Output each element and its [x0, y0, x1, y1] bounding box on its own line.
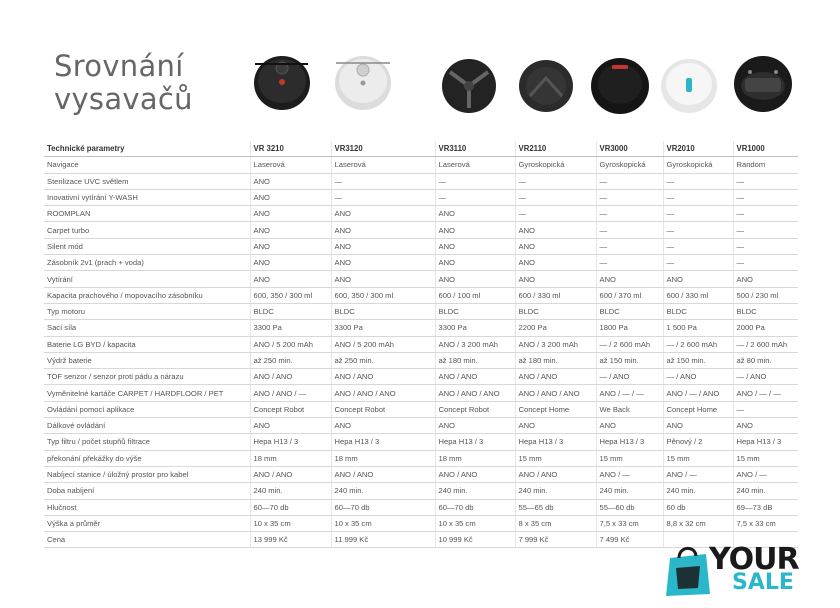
parameter-value: ANO — [331, 222, 435, 238]
parameter-value: ANO / ANO — [331, 466, 435, 482]
parameter-value: 10 x 35 cm — [331, 515, 435, 531]
parameter-value: Hepa H13 / 3 — [331, 434, 435, 450]
parameter-value: až 250 min. — [331, 352, 435, 368]
robot-images — [0, 0, 840, 140]
parameter-value: ANO — [515, 271, 596, 287]
table-row — [44, 434, 798, 450]
table-row — [44, 255, 798, 271]
parameter-value: — — [663, 189, 733, 205]
parameter-value: ANO — [250, 255, 331, 271]
parameter-label: Carpet turbo — [44, 222, 250, 238]
parameter-value: 55—60 db — [596, 499, 663, 515]
parameter-value: 240 min. — [331, 483, 435, 499]
table-row — [44, 369, 798, 385]
parameter-value: — — [435, 189, 515, 205]
parameter-value: 69—73 dB — [733, 499, 798, 515]
parameter-value: ANO / ANO — [435, 466, 515, 482]
parameter-value: Concept Robot — [435, 401, 515, 417]
parameter-value: ANO — [733, 271, 798, 287]
parameter-value: ANO — [250, 173, 331, 189]
parameter-value: 600 / 370 ml — [596, 287, 663, 303]
parameter-value: 7 999 Kč — [515, 532, 596, 548]
table-row — [44, 238, 798, 254]
parameter-value: — / 2 600 mAh — [663, 336, 733, 352]
table-row — [44, 222, 798, 238]
parameter-value: — — [663, 222, 733, 238]
parameter-value: 600, 350 / 300 ml — [331, 287, 435, 303]
parameter-value: ANO — [250, 238, 331, 254]
parameter-value: — — [733, 222, 798, 238]
parameter-label: Doba nabíjení — [44, 483, 250, 499]
parameter-value: Laserová — [250, 157, 331, 173]
parameter-value: 2200 Pa — [515, 320, 596, 336]
parameter-label: Silent mód — [44, 238, 250, 254]
parameter-value: ANO — [331, 255, 435, 271]
parameter-label: Cena — [44, 532, 250, 548]
table-row — [44, 483, 798, 499]
parameter-value: 500 / 230 ml — [733, 287, 798, 303]
parameter-value: 240 min. — [733, 483, 798, 499]
parameter-value: ANO / ANO — [435, 369, 515, 385]
parameter-value: 240 min. — [435, 483, 515, 499]
parameter-value: ANO — [663, 271, 733, 287]
table-row — [44, 401, 798, 417]
parameter-value: BLDC — [663, 303, 733, 319]
parameter-value: ANO — [435, 255, 515, 271]
parameter-value: až 180 min. — [515, 352, 596, 368]
parameter-label: Inovativní vytírání Y-WASH — [44, 189, 250, 205]
parameter-value: ANO / — — [596, 466, 663, 482]
robot-vr2110-image — [519, 60, 573, 112]
parameter-label: Ovládání pomocí aplikace — [44, 401, 250, 417]
parameter-value: 11 999 Kč — [331, 532, 435, 548]
parameter-value: ANO — [250, 418, 331, 434]
parameter-value: Pěnový / 2 — [663, 434, 733, 450]
header-cell: Technické parametry — [44, 141, 250, 157]
parameter-value: Hepa H13 / 3 — [733, 434, 798, 450]
parameter-value: 240 min. — [515, 483, 596, 499]
parameter-value: ANO — [435, 418, 515, 434]
parameter-value: — — [331, 189, 435, 205]
table-row — [44, 418, 798, 434]
parameter-value: ANO / ANO — [515, 466, 596, 482]
parameter-value: 60 db — [663, 499, 733, 515]
parameter-value: 3300 Pa — [250, 320, 331, 336]
parameter-value: ANO — [515, 255, 596, 271]
parameter-value: ANO — [435, 271, 515, 287]
parameter-value: — / ANO — [733, 369, 798, 385]
parameter-value: 240 min. — [596, 483, 663, 499]
parameter-value: — — [663, 173, 733, 189]
parameter-value: 240 min. — [250, 483, 331, 499]
parameter-value: Concept Home — [515, 401, 596, 417]
parameter-value: — — [515, 189, 596, 205]
table-row — [44, 499, 798, 515]
parameter-value: ANO — [250, 189, 331, 205]
parameter-value: až 150 min. — [596, 352, 663, 368]
parameter-label: Výdrž baterie — [44, 352, 250, 368]
robot-vr1000-image — [734, 56, 792, 112]
parameter-value: BLDC — [435, 303, 515, 319]
table-row — [44, 320, 798, 336]
parameter-value: 15 mm — [663, 450, 733, 466]
parameter-label: Navigace — [44, 157, 250, 173]
parameter-value: 1800 Pa — [596, 320, 663, 336]
header-cell: VR3110 — [435, 141, 515, 157]
parameter-value: — — [596, 222, 663, 238]
table-row — [44, 206, 798, 222]
header-cell: VR3000 — [596, 141, 663, 157]
parameter-value: We Back — [596, 401, 663, 417]
parameter-value: ANO / ANO — [331, 369, 435, 385]
parameter-value: 55—65 db — [515, 499, 596, 515]
table-row — [44, 303, 798, 319]
parameter-value: — — [596, 206, 663, 222]
header-cell: VR 3210 — [250, 141, 331, 157]
parameter-label: ROOMPLAN — [44, 206, 250, 222]
parameter-value: ANO — [331, 418, 435, 434]
parameter-value: — / ANO — [663, 369, 733, 385]
parameter-value: Gyroskopická — [596, 157, 663, 173]
parameter-value: 18 mm — [331, 450, 435, 466]
parameter-label: Dálkové ovládání — [44, 418, 250, 434]
parameter-value: 10 999 Kč — [435, 532, 515, 548]
parameter-value: ANO — [435, 206, 515, 222]
parameter-value: 1 500 Pa — [663, 320, 733, 336]
parameter-value: — / 2 600 mAh — [596, 336, 663, 352]
parameter-value: ANO / ANO / — — [250, 385, 331, 401]
parameter-value: — — [733, 401, 798, 417]
parameter-value: ANO / — / — — [733, 385, 798, 401]
table-row — [44, 352, 798, 368]
parameter-label: Sterilizace UVC světlem — [44, 173, 250, 189]
parameter-label: Nabíjecí stanice / úložný prostor pro kabel — [44, 466, 250, 482]
parameter-value: ANO — [515, 222, 596, 238]
parameter-value: — — [596, 238, 663, 254]
parameter-value: 13 999 Kč — [250, 532, 331, 548]
parameter-value: Hepa H13 / 3 — [596, 434, 663, 450]
table-row — [44, 466, 798, 482]
parameter-value: ANO — [331, 271, 435, 287]
parameter-value: ANO — [596, 418, 663, 434]
parameter-label: Vytírání — [44, 271, 250, 287]
parameter-value: ANO / ANO — [250, 369, 331, 385]
parameter-value: Hepa H13 / 3 — [435, 434, 515, 450]
table-row — [44, 450, 798, 466]
parameter-value: ANO / 5 200 mAh — [250, 336, 331, 352]
parameter-value: 600, 350 / 300 ml — [250, 287, 331, 303]
parameter-value: až 250 min. — [250, 352, 331, 368]
parameter-value: BLDC — [515, 303, 596, 319]
parameter-value: 15 mm — [596, 450, 663, 466]
parameter-label: Vyměnitelné kartáče CARPET / HARDFLOOR / PET — [44, 385, 250, 401]
page-title-line1: Srovnání — [54, 49, 184, 83]
parameter-value: Gyroskopická — [515, 157, 596, 173]
parameter-value: Concept Robot — [331, 401, 435, 417]
parameter-label: Sací síla — [44, 320, 250, 336]
shopping-bag-icon — [662, 542, 714, 598]
robot-vr3120-image — [335, 56, 391, 110]
parameter-value: — — [733, 173, 798, 189]
parameter-value: ANO — [596, 271, 663, 287]
table-row — [44, 173, 798, 189]
your-sale-logo — [662, 540, 812, 600]
parameter-value: ANO / — / — — [596, 385, 663, 401]
parameter-value: Concept Home — [663, 401, 733, 417]
parameter-value: ANO — [733, 418, 798, 434]
parameter-value: ANO / 3 200 mAh — [515, 336, 596, 352]
parameter-value: BLDC — [250, 303, 331, 319]
parameter-value: — — [515, 173, 596, 189]
parameter-value: — / 2 600 mAh — [733, 336, 798, 352]
header-cell: VR3120 — [331, 141, 435, 157]
parameter-value: — — [733, 255, 798, 271]
parameter-value: ANO — [331, 206, 435, 222]
parameter-value: Concept Robot — [250, 401, 331, 417]
parameter-value: Random — [733, 157, 798, 173]
parameter-value: ANO / 5 200 mAh — [331, 336, 435, 352]
parameter-value: 15 mm — [515, 450, 596, 466]
parameter-label: Hlučnost — [44, 499, 250, 515]
parameter-value: 60—70 db — [331, 499, 435, 515]
parameter-value: 600 / 330 ml — [663, 287, 733, 303]
parameter-value: 18 mm — [250, 450, 331, 466]
parameter-value: ANO — [250, 271, 331, 287]
parameter-label: Zásobník 2v1 (prach + voda) — [44, 255, 250, 271]
parameter-value: — / ANO — [596, 369, 663, 385]
parameter-value: — — [663, 206, 733, 222]
parameter-value: — — [596, 255, 663, 271]
parameter-value: Laserová — [331, 157, 435, 173]
parameter-label: Typ motoru — [44, 303, 250, 319]
parameter-value: ANO / 3 200 mAh — [435, 336, 515, 352]
parameter-value: ANO — [515, 238, 596, 254]
parameter-value: ANO / ANO / ANO — [435, 385, 515, 401]
parameter-value: — — [596, 173, 663, 189]
table-row — [44, 336, 798, 352]
parameter-value: 60—70 db — [435, 499, 515, 515]
parameter-value: ANO — [331, 238, 435, 254]
parameter-value: 2000 Pa — [733, 320, 798, 336]
parameter-value: ANO — [250, 222, 331, 238]
logo-word-your: YOUR — [709, 542, 799, 577]
parameter-value: ANO / ANO — [250, 466, 331, 482]
table-row — [44, 157, 798, 173]
parameter-value: 10 x 35 cm — [435, 515, 515, 531]
parameter-value: 60—70 db — [250, 499, 331, 515]
parameter-value: ANO — [663, 418, 733, 434]
parameter-value: Hepa H13 / 3 — [515, 434, 596, 450]
parameter-value: ANO / ANO / ANO — [515, 385, 596, 401]
parameter-value: — — [331, 173, 435, 189]
parameter-value: ANO / ANO / ANO — [331, 385, 435, 401]
parameter-value: ANO / — — [733, 466, 798, 482]
parameter-value: až 180 min. — [435, 352, 515, 368]
parameter-label: Výška a průměr — [44, 515, 250, 531]
parameter-value: 600 / 100 ml — [435, 287, 515, 303]
comparison-table — [44, 141, 798, 548]
parameter-value: — — [733, 206, 798, 222]
parameter-value: — — [515, 206, 596, 222]
parameter-value: ANO / — / ANO — [663, 385, 733, 401]
parameter-value: 7,5 x 33 cm — [596, 515, 663, 531]
parameter-value: Gyroskopická — [663, 157, 733, 173]
parameter-value: ANO / ANO — [515, 369, 596, 385]
table-row — [44, 515, 798, 531]
parameter-value: BLDC — [596, 303, 663, 319]
header-cell: VR1000 — [733, 141, 798, 157]
parameter-label: TOF senzor / senzor proti pádu a nárazu — [44, 369, 250, 385]
parameter-value: ANO — [515, 418, 596, 434]
parameter-value: 18 mm — [435, 450, 515, 466]
parameter-value: až 150 min. — [663, 352, 733, 368]
parameter-value: — — [663, 255, 733, 271]
parameter-value: 240 min. — [663, 483, 733, 499]
parameter-value: ANO — [250, 206, 331, 222]
parameter-value: 3300 Pa — [435, 320, 515, 336]
header-cell: VR2110 — [515, 141, 596, 157]
robot-vr3110-image — [442, 59, 496, 113]
table-row — [44, 271, 798, 287]
table-row — [44, 287, 798, 303]
parameter-label: Baterie LG BYD / kapacita — [44, 336, 250, 352]
header-cell: VR2010 — [663, 141, 733, 157]
table-row — [44, 385, 798, 401]
parameter-value: až 80 min. — [733, 352, 798, 368]
robot-vr3210-image — [254, 56, 310, 110]
table-header-row — [44, 141, 798, 157]
robot-vr3000-image — [591, 58, 649, 114]
parameter-label: překonání překážky do výše — [44, 450, 250, 466]
parameter-value: 7 499 Kč — [596, 532, 663, 548]
parameter-value: 8 x 35 cm — [515, 515, 596, 531]
parameter-value: 7,5 x 33 cm — [733, 515, 798, 531]
parameter-value: ANO / — — [663, 466, 733, 482]
parameter-value: — — [733, 189, 798, 205]
logo-word-sale: SALE — [732, 570, 794, 595]
parameter-value: — — [435, 173, 515, 189]
parameter-value: 8,8 x 32 cm — [663, 515, 733, 531]
page-title-line2: vysavačů — [54, 82, 193, 116]
parameter-value: — — [596, 189, 663, 205]
parameter-value: — — [663, 238, 733, 254]
parameter-value: — — [733, 238, 798, 254]
parameter-value: 600 / 330 ml — [515, 287, 596, 303]
parameter-value: BLDC — [331, 303, 435, 319]
parameter-value: ANO — [435, 222, 515, 238]
parameter-value: 10 x 35 cm — [250, 515, 331, 531]
parameter-value: BLDC — [733, 303, 798, 319]
robot-vr2010-image — [661, 59, 717, 113]
parameter-label: Typ filtru / počet stupňů filtrace — [44, 434, 250, 450]
parameter-value: 15 mm — [733, 450, 798, 466]
parameter-value: Laserová — [435, 157, 515, 173]
table-row — [44, 189, 798, 205]
parameter-value: 3300 Pa — [331, 320, 435, 336]
parameter-label: Kapacita prachového / mopovacího zásobníku — [44, 287, 250, 303]
parameter-value: Hepa H13 / 3 — [250, 434, 331, 450]
parameter-value: ANO — [435, 238, 515, 254]
